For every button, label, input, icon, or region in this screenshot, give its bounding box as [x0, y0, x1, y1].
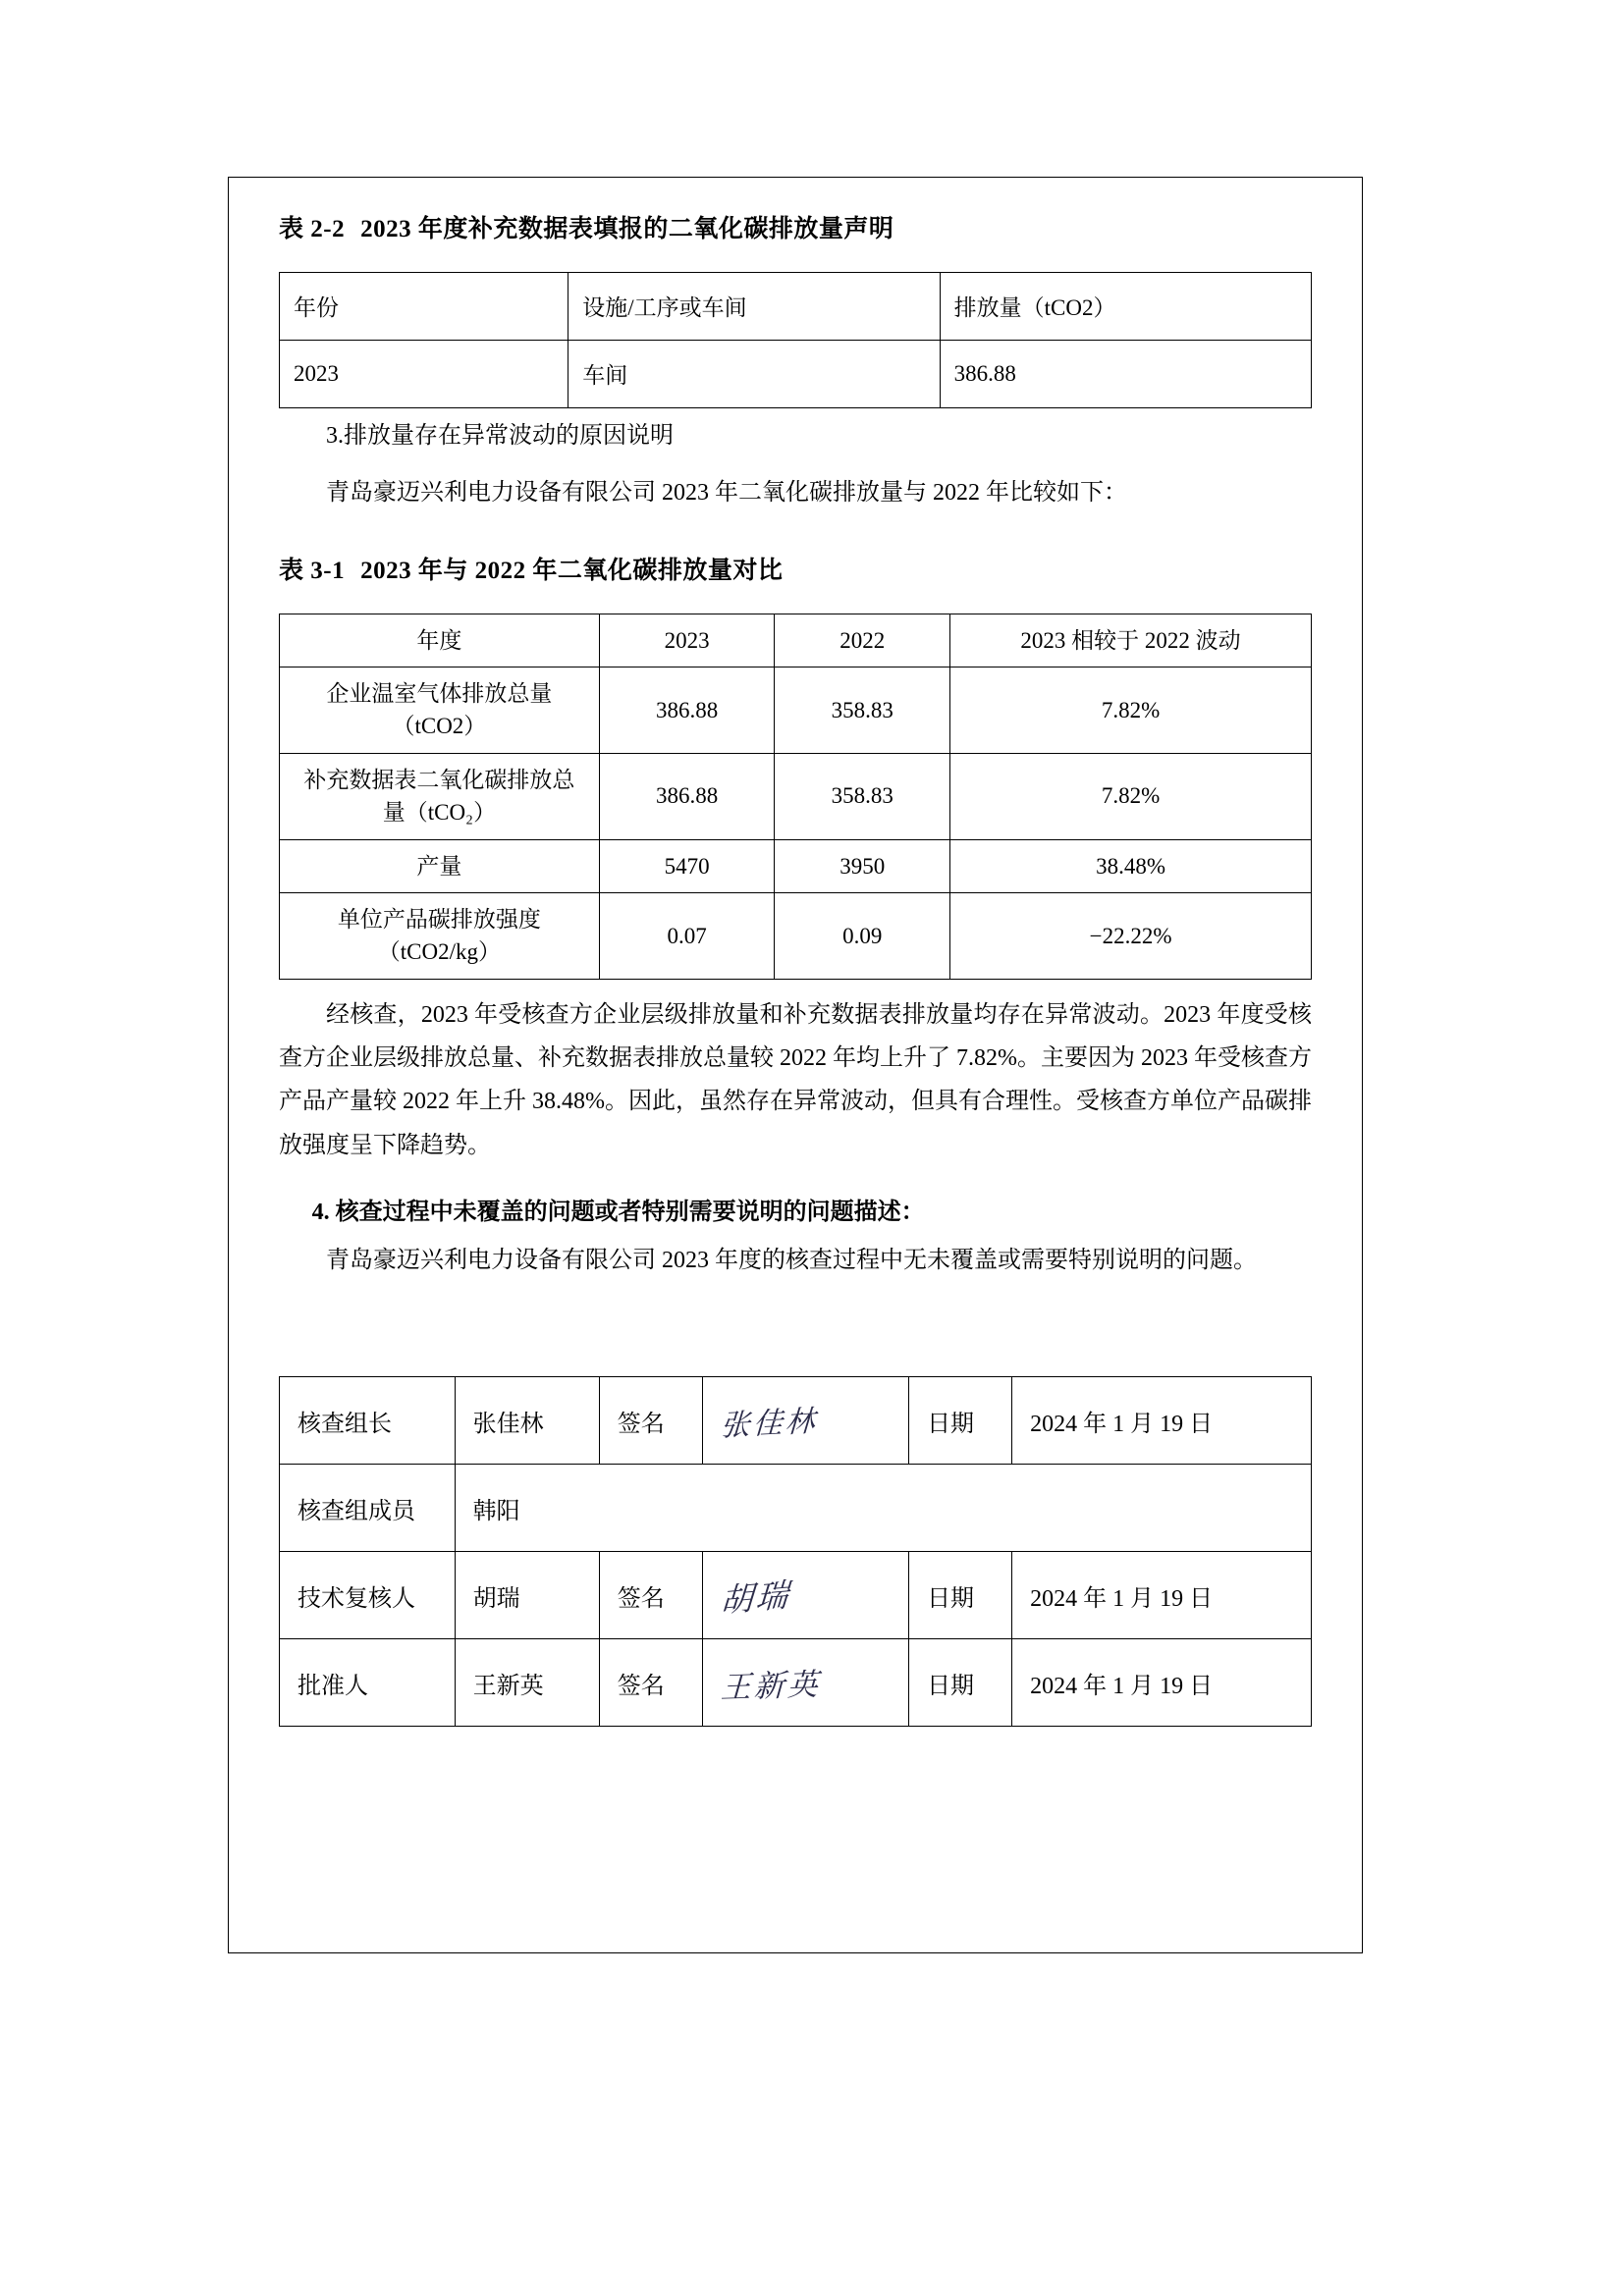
table-2-2-caption: 2023 年度补充数据表填报的二氧化碳排放量声明 [360, 216, 894, 242]
cell-2022: 0.09 [775, 892, 950, 979]
cell-2022: 358.83 [775, 753, 950, 839]
signoff-table [279, 1376, 1312, 1727]
role-label-reviewer: 技术复核人 [280, 1552, 456, 1639]
role-label-member: 核查组成员 [280, 1465, 456, 1552]
date-value-lead: 2024 年 1 月 19 日 [1012, 1377, 1312, 1465]
name-member: 韩阳 [455, 1465, 1311, 1552]
header-year: 年份 [280, 272, 568, 340]
signoff-row-reviewer [280, 1552, 1312, 1639]
table-row-header [280, 614, 1312, 667]
date-label-lead: 日期 [909, 1377, 1012, 1465]
table-row [280, 753, 1312, 839]
table-3-1-title [279, 556, 1312, 588]
cell-facility: 车间 [568, 340, 940, 407]
section-4-heading: 4. 核查过程中未覆盖的问题或者特别需要说明的问题描述： [311, 1200, 925, 1226]
cell-metric: 补充数据表二氧化碳排放总量（tCO₂） [280, 753, 600, 839]
table-row-header [280, 272, 1312, 340]
table-row [280, 667, 1312, 754]
cell-2022: 358.83 [775, 667, 950, 754]
table-2-2-number: 表 2-2 [279, 216, 346, 242]
cell-metric: 单位产品碳排放强度（tCO2/kg） [280, 892, 600, 979]
cell-variation: 7.82% [950, 753, 1312, 839]
analysis-paragraph: 经核查，2023 年受核查方企业层级排放量和补充数据表排放量均存在异常波动。2023 年度受核查方企业层级排放总量、补充数据表排放总量较 2022 年均上升了 7.82%。主要因为 2023 年受核查方产品产量较 2022 年上升 38.48%。因此，虽然存在异常波动，但具有合理性。受核查方单位产品碳排放强度呈下降趋势。 [279, 1001, 1312, 1158]
role-label-approver: 批准人 [280, 1639, 456, 1727]
cell-variation: −22.22% [950, 892, 1312, 979]
header-facility: 设施/工序或车间 [568, 272, 940, 340]
handwritten-signature: 王新英 [720, 1666, 822, 1706]
header-2023: 2023 [599, 614, 775, 667]
name-lead: 张佳林 [455, 1377, 599, 1465]
cell-2023: 386.88 [599, 667, 775, 754]
date-value-approver: 2024 年 1 月 19 日 [1012, 1639, 1312, 1727]
signoff-row-lead [280, 1377, 1312, 1465]
table-3-1-number: 表 3-1 [279, 558, 346, 585]
cell-2023: 0.07 [599, 892, 775, 979]
date-label-approver: 日期 [909, 1639, 1012, 1727]
cell-emissions: 386.88 [940, 340, 1311, 407]
table-3-1 [279, 614, 1312, 980]
cell-variation: 7.82% [950, 667, 1312, 754]
section-3-heading: 3.排放量存在异常波动的原因说明 [326, 422, 674, 449]
cell-variation: 38.48% [950, 839, 1312, 892]
date-label-reviewer: 日期 [909, 1552, 1012, 1639]
role-label-lead: 核查组长 [280, 1377, 456, 1465]
signoff-row-approver [280, 1639, 1312, 1727]
cell-year: 2023 [280, 340, 568, 407]
name-approver: 王新英 [455, 1639, 599, 1727]
header-emissions: 排放量（tCO2） [940, 272, 1311, 340]
table-2-2 [279, 272, 1312, 408]
sign-label-reviewer: 签名 [599, 1552, 702, 1639]
cell-2023: 386.88 [599, 753, 775, 839]
cell-metric: 企业温室气体排放总量（tCO2） [280, 667, 600, 754]
signoff-row-member [280, 1465, 1312, 1552]
section-4-paragraph: 青岛豪迈兴利电力设备有限公司 2023 年度的核查过程中无未覆盖或需要特别说明的问题。 [326, 1247, 1257, 1273]
cell-2022: 3950 [775, 839, 950, 892]
header-variation: 2023 相较于 2022 波动 [950, 614, 1312, 667]
cell-metric: 产量 [280, 839, 600, 892]
sign-label-lead: 签名 [599, 1377, 702, 1465]
handwritten-signature: 胡瑞 [719, 1575, 792, 1621]
header-2022: 2022 [775, 614, 950, 667]
signature-approver [702, 1639, 908, 1727]
table-2-2-title [279, 214, 1312, 246]
signature-reviewer [702, 1552, 908, 1639]
signature-lead [702, 1377, 908, 1465]
sign-label-approver: 签名 [599, 1639, 702, 1727]
table-row [280, 839, 1312, 892]
section-3-paragraph: 青岛豪迈兴利电力设备有限公司 2023 年二氧化碳排放量与 2022 年比较如下： [326, 479, 1127, 506]
handwritten-signature: 张佳林 [719, 1404, 819, 1444]
page-content [228, 177, 1363, 1727]
cell-2023: 5470 [599, 839, 775, 892]
table-3-1-caption: 2023 年与 2022 年二氧化碳排放量对比 [360, 558, 784, 585]
date-value-reviewer: 2024 年 1 月 19 日 [1012, 1552, 1312, 1639]
table-row [280, 340, 1312, 407]
table-row [280, 892, 1312, 979]
header-year: 年度 [280, 614, 600, 667]
name-reviewer: 胡瑞 [455, 1552, 599, 1639]
